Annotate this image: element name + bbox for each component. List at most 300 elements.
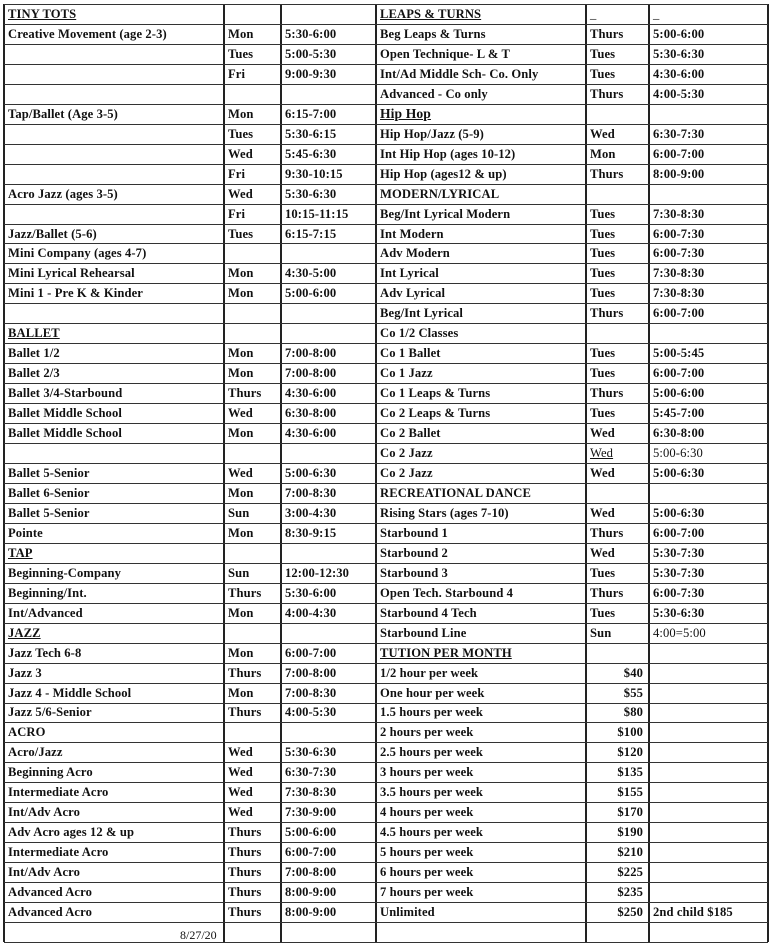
left-day-cell: Thurs: [228, 845, 262, 859]
left-class-cell: ACRO: [8, 725, 46, 739]
right-day-cell: $80: [623, 705, 643, 719]
row-line: [376, 64, 768, 65]
left-day-cell: Wed: [228, 765, 253, 779]
left-class-cell: Mini Company (ages 4-7): [8, 246, 147, 260]
left-day-cell: Mon: [228, 426, 254, 440]
right-class-cell: MODERN/LYRICAL: [380, 187, 500, 201]
right-time-cell: 6:30-8:00: [653, 426, 705, 440]
left-class-cell: Beginning Acro: [8, 765, 93, 779]
row-line: [376, 263, 768, 264]
left-day-cell: Mon: [228, 686, 254, 700]
right-time-cell: 5:00-6:30: [653, 466, 705, 480]
left-class-cell: Ballet 2/3: [8, 366, 60, 380]
row-line: [376, 942, 768, 943]
right-class-cell: Co 1 Leaps & Turns: [380, 386, 491, 400]
left-time-cell: 5:30-6:15: [285, 127, 337, 141]
row-line: [4, 44, 376, 45]
left-time-cell: 4:00-4:30: [285, 606, 337, 620]
right-class-cell: Adv Lyrical: [380, 286, 446, 300]
left-class-cell: Int/Advanced: [8, 606, 83, 620]
left-class-cell: Acro/Jazz: [8, 745, 63, 759]
row-line: [4, 762, 376, 763]
row-line: [376, 483, 768, 484]
row-line: [4, 363, 376, 364]
row-line: [376, 144, 768, 145]
row-line: [376, 563, 768, 564]
row-line: [376, 283, 768, 284]
row-line: [4, 403, 376, 404]
right-time-cell: 5:00-6:00: [653, 27, 705, 41]
left-day-cell: Thurs: [228, 586, 262, 600]
right-class-cell: Starbound 1: [380, 526, 448, 540]
row-line: [376, 703, 768, 704]
row-line: [4, 124, 376, 125]
right-day-cell: $190: [617, 825, 643, 839]
left-class-cell: Intermediate Acro: [8, 845, 109, 859]
right-day-cell: $210: [617, 845, 643, 859]
left-class-cell: Jazz 4 - Middle School: [8, 686, 132, 700]
left-day-cell: Mon: [228, 286, 254, 300]
row-line: [4, 822, 376, 823]
right-class-cell: Beg Leaps & Turns: [380, 27, 486, 41]
left-time-cell: 7:00-8:30: [285, 486, 337, 500]
row-line: [376, 204, 768, 205]
row-line: [376, 243, 768, 244]
row-line: [4, 623, 376, 624]
row-line: [4, 643, 376, 644]
row-line: [4, 104, 376, 105]
right-class-cell: Int Modern: [380, 227, 444, 241]
right-class-cell: Co 1/2 Classes: [380, 326, 459, 340]
row-line: [376, 164, 768, 165]
row-line: [376, 224, 768, 225]
row-line: [4, 443, 376, 444]
left-class-cell: Jazz 3: [8, 666, 42, 680]
right-class-cell: Hip Hop/Jazz (5-9): [380, 127, 484, 141]
left-class-cell: Advanced Acro: [8, 905, 92, 919]
section-header: JAZZ: [8, 626, 41, 640]
left-time-cell: 7:00-8:00: [285, 366, 337, 380]
left-day-cell: Mon: [228, 366, 254, 380]
row-line: [376, 503, 768, 504]
right-class-cell: 3 hours per week: [380, 765, 474, 779]
right-time-cell: 6:00-7:00: [653, 366, 705, 380]
left-day-cell: Tues: [228, 47, 254, 61]
right-time-cell: 4:30-6:00: [653, 67, 705, 81]
right-class-cell: Advanced - Co only: [380, 87, 488, 101]
left-class-cell: Ballet 5-Senior: [8, 506, 90, 520]
right-class-cell: Int Lyrical: [380, 266, 439, 280]
right-day-cell: Thurs: [590, 306, 624, 320]
row-line: [4, 243, 376, 244]
left-time-cell: 7:30-8:30: [285, 785, 337, 799]
left-class-cell: Mini 1 - Pre K & Kinder: [8, 286, 143, 300]
right-day-cell: Tues: [590, 246, 616, 260]
right-day-cell: $40: [623, 666, 643, 680]
left-time-cell: 5:30-6:00: [285, 586, 337, 600]
row-line: [4, 862, 376, 863]
row-line: [376, 104, 768, 105]
row-line: [376, 842, 768, 843]
left-class-cell: Int/Adv Acro: [8, 805, 80, 819]
left-day-cell: Wed: [228, 785, 253, 799]
right-time-cell: 7:30-8:30: [653, 207, 705, 221]
left-class-cell: Adv Acro ages 12 & up: [8, 825, 135, 839]
section-header: TAP: [8, 546, 33, 560]
schedule-sheet: [4, 4, 768, 942]
row-line: [376, 443, 768, 444]
section-header: TINY TOTS: [8, 7, 77, 21]
row-line: [4, 782, 376, 783]
row-line: [4, 683, 376, 684]
row-line: [376, 922, 768, 923]
left-time-cell: 6:00-7:00: [285, 646, 337, 660]
left-day-cell: Wed: [228, 406, 253, 420]
row-line: [4, 922, 376, 923]
left-time-cell: 6:30-8:00: [285, 406, 337, 420]
left-class-cell: Ballet 3/4-Starbound: [8, 386, 123, 400]
left-class-cell: Advanced Acro: [8, 885, 92, 899]
row-line: [376, 403, 768, 404]
right-time-cell: 7:30-8:30: [653, 266, 705, 280]
right-class-cell: Beg/Int Lyrical Modern: [380, 207, 511, 221]
row-line: [4, 164, 376, 165]
right-day-cell: Tues: [590, 207, 616, 221]
row-line: [4, 184, 376, 185]
right-day-cell: Tues: [590, 47, 616, 61]
left-class-cell: Tap/Ballet (Age 3-5): [8, 107, 118, 121]
right-day-cell: Tues: [590, 606, 616, 620]
left-class-cell: Beginning/Int.: [8, 586, 87, 600]
row-line: [4, 263, 376, 264]
section-header: TUTION PER MONTH: [380, 646, 512, 660]
right-class-cell: 7 hours per week: [380, 885, 474, 899]
row-line: [376, 603, 768, 604]
left-day-cell: Mon: [228, 346, 254, 360]
left-time-cell: 7:30-9:00: [285, 805, 337, 819]
row-line: [4, 224, 376, 225]
left-day-cell: Wed: [228, 466, 253, 480]
right-class-cell: 1.5 hours per week: [380, 705, 484, 719]
row-line: [4, 144, 376, 145]
left-day-cell: Mon: [228, 526, 254, 540]
right-day-cell: Wed: [590, 506, 615, 520]
row-line: [376, 323, 768, 324]
left-class-cell: Pointe: [8, 526, 43, 540]
row-line: [376, 663, 768, 664]
right-day-cell: Thurs: [590, 386, 624, 400]
row-line: [376, 882, 768, 883]
left-day-cell: Mon: [228, 486, 254, 500]
right-class-cell: 2 hours per week: [380, 725, 474, 739]
left-class-cell: Jazz/Ballet (5-6): [8, 227, 97, 241]
left-time-cell: 7:00-8:30: [285, 686, 337, 700]
right-class-cell: Co 2 Leaps & Turns: [380, 406, 491, 420]
right-day-cell: $120: [617, 745, 643, 759]
right-time-cell: 5:30-6:30: [653, 606, 705, 620]
left-time-cell: 10:15-11:15: [285, 207, 349, 221]
row-line: [4, 483, 376, 484]
right-day-cell: Thurs: [590, 27, 624, 41]
right-time-cell: 6:30-7:30: [653, 127, 705, 141]
right-day-cell: Mon: [590, 147, 616, 161]
right-time-cell: 2nd child $185: [653, 905, 733, 919]
right-day-cell: Wed: [590, 446, 614, 460]
left-time-cell: 5:00-6:30: [285, 466, 337, 480]
right-class-cell: 2.5 hours per week: [380, 745, 484, 759]
right-class-cell: One hour per week: [380, 686, 485, 700]
right-day-cell: Wed: [590, 426, 615, 440]
row-line: [4, 543, 376, 544]
row-line: [376, 643, 768, 644]
left-day-cell: Tues: [228, 127, 254, 141]
right-class-cell: Rising Stars (ages 7-10): [380, 506, 509, 520]
right-day-cell: Thurs: [590, 526, 624, 540]
left-day-cell: Wed: [228, 745, 253, 759]
row-line: [376, 862, 768, 863]
right-class-cell: Starbound Line: [380, 626, 467, 640]
right-day-cell: Tues: [590, 266, 616, 280]
right-day-cell: $135: [617, 765, 643, 779]
left-day-cell: Wed: [228, 147, 253, 161]
left-day-cell: Sun: [228, 566, 250, 580]
row-line: [376, 762, 768, 763]
right-day-cell: _: [590, 7, 597, 21]
right-time-cell: 5:30-6:30: [653, 47, 705, 61]
right-class-cell: Open Tech. Starbound 4: [380, 586, 514, 600]
row-line: [4, 663, 376, 664]
row-line: [376, 383, 768, 384]
left-day-cell: Mon: [228, 646, 254, 660]
left-day-cell: Sun: [228, 506, 250, 520]
right-class-cell: Starbound 2: [380, 546, 448, 560]
row-line: [4, 463, 376, 464]
right-class-cell: Co 2 Jazz: [380, 446, 433, 460]
right-time-cell: 7:30-8:30: [653, 286, 705, 300]
row-line: [4, 503, 376, 504]
right-day-cell: Tues: [590, 366, 616, 380]
right-class-cell: Co 2 Ballet: [380, 426, 441, 440]
right-time-cell: 5:30-7:30: [653, 546, 705, 560]
left-class-cell: Creative Movement (age 2-3): [8, 27, 167, 41]
row-line: [4, 722, 376, 723]
left-class-cell: Mini Lyrical Rehearsal: [8, 266, 135, 280]
row-line: [376, 583, 768, 584]
row-line: [4, 204, 376, 205]
row-line: [4, 603, 376, 604]
right-time-cell: 5:00-6:30: [653, 446, 703, 460]
right-class-cell: Co 1 Ballet: [380, 346, 441, 360]
left-class-cell: Intermediate Acro: [8, 785, 109, 799]
left-time-cell: 4:30-6:00: [285, 386, 337, 400]
row-line: [376, 124, 768, 125]
right-class-cell: Open Technique- L & T: [380, 47, 510, 61]
right-day-cell: Sun: [590, 626, 612, 640]
right-class-cell: 4.5 hours per week: [380, 825, 484, 839]
row-line: [4, 563, 376, 564]
right-class-cell: Unlimited: [380, 905, 435, 919]
left-day-cell: Fri: [228, 207, 246, 221]
left-time-cell: 12:00-12:30: [285, 566, 350, 580]
row-line: [4, 64, 376, 65]
right-day-cell: $55: [623, 686, 643, 700]
row-line: [4, 283, 376, 284]
right-class-cell: 5 hours per week: [380, 845, 474, 859]
right-day-cell: Wed: [590, 127, 615, 141]
date-stamp: 8/27/20: [180, 928, 217, 942]
row-line: [376, 24, 768, 25]
right-class-cell: 6 hours per week: [380, 865, 474, 879]
row-line: [4, 842, 376, 843]
left-class-cell: Jazz Tech 6-8: [8, 646, 82, 660]
row-line: [376, 363, 768, 364]
row-line: [376, 343, 768, 344]
row-line: [376, 184, 768, 185]
left-day-cell: Mon: [228, 27, 254, 41]
left-day-cell: Fri: [228, 67, 246, 81]
section-header: BALLET: [8, 326, 60, 340]
row-line: [376, 683, 768, 684]
right-day-cell: Tues: [590, 227, 616, 241]
left-class-cell: Ballet 6-Senior: [8, 486, 90, 500]
left-time-cell: 4:30-5:00: [285, 266, 337, 280]
right-class-cell: Starbound 4 Tech: [380, 606, 477, 620]
left-time-cell: 7:00-8:00: [285, 666, 337, 680]
right-day-cell: Tues: [590, 67, 616, 81]
right-time-cell: 5:45-7:00: [653, 406, 705, 420]
row-line: [376, 423, 768, 424]
left-class-cell: Int/Adv Acro: [8, 865, 80, 879]
row-line: [4, 423, 376, 424]
right-day-cell: Tues: [590, 566, 616, 580]
row-line: [4, 703, 376, 704]
right-time-cell: _: [653, 7, 660, 21]
row-line: [376, 802, 768, 803]
right-day-cell: $235: [617, 885, 643, 899]
left-time-cell: 4:00-5:30: [285, 705, 337, 719]
right-class-cell: Co 1 Jazz: [380, 366, 433, 380]
row-line: [4, 303, 376, 304]
left-class-cell: Ballet 5-Senior: [8, 466, 90, 480]
row-line: [4, 902, 376, 903]
row-line: [376, 463, 768, 464]
right-class-cell: 4 hours per week: [380, 805, 474, 819]
left-time-cell: 5:00-6:00: [285, 825, 337, 839]
left-day-cell: Wed: [228, 805, 253, 819]
row-line: [4, 802, 376, 803]
right-day-cell: Wed: [590, 466, 615, 480]
right-class-cell: 3.5 hours per week: [380, 785, 484, 799]
row-line: [4, 84, 376, 85]
right-class-cell: Adv Modern: [380, 246, 450, 260]
row-line: [376, 902, 768, 903]
right-time-cell: 5:00-6:30: [653, 506, 705, 520]
row-line: [4, 523, 376, 524]
right-time-cell: 4:00-5:30: [653, 87, 705, 101]
left-day-cell: Mon: [228, 266, 254, 280]
left-day-cell: Thurs: [228, 386, 262, 400]
row-line: [376, 822, 768, 823]
right-day-cell: Thurs: [590, 167, 624, 181]
row-line: [376, 543, 768, 544]
left-day-cell: Mon: [228, 107, 254, 121]
left-class-cell: Ballet Middle School: [8, 406, 122, 420]
right-day-cell: $250: [617, 905, 643, 919]
left-day-cell: Fri: [228, 167, 246, 181]
left-time-cell: 6:15-7:00: [285, 107, 337, 121]
row-line: [376, 303, 768, 304]
right-day-cell: $225: [617, 865, 643, 879]
row-line: [376, 4, 768, 5]
left-time-cell: 6:30-7:30: [285, 765, 337, 779]
right-time-cell: 6:00-7:00: [653, 147, 705, 161]
row-line: [4, 343, 376, 344]
right-day-cell: Tues: [590, 286, 616, 300]
right-day-cell: Wed: [590, 546, 615, 560]
left-class-cell: Ballet Middle School: [8, 426, 122, 440]
row-line: [4, 742, 376, 743]
right-day-cell: $155: [617, 785, 643, 799]
right-day-cell: $100: [617, 725, 643, 739]
left-time-cell: 9:30-10:15: [285, 167, 343, 181]
left-time-cell: 8:30-9:15: [285, 526, 337, 540]
right-time-cell: 6:00-7:00: [653, 306, 705, 320]
row-line: [4, 383, 376, 384]
row-line: [376, 742, 768, 743]
left-time-cell: 5:45-6:30: [285, 147, 337, 161]
left-class-cell: Jazz 5/6-Senior: [8, 705, 92, 719]
right-time-cell: 8:00-9:00: [653, 167, 705, 181]
left-time-cell: 6:00-7:00: [285, 845, 337, 859]
left-day-cell: Thurs: [228, 865, 262, 879]
left-day-cell: Wed: [228, 187, 253, 201]
row-line: [4, 24, 376, 25]
left-day-cell: Thurs: [228, 666, 262, 680]
right-class-cell: Int/Ad Middle Sch- Co. Only: [380, 67, 539, 81]
left-time-cell: 9:00-9:30: [285, 67, 337, 81]
right-time-cell: 5:30-7:30: [653, 566, 705, 580]
left-time-cell: 7:00-8:00: [285, 865, 337, 879]
row-line: [376, 84, 768, 85]
right-time-cell: 5:00-6:00: [653, 386, 705, 400]
right-day-cell: $170: [617, 805, 643, 819]
row-line: [4, 4, 376, 5]
section-header: Hip Hop: [380, 106, 431, 121]
left-time-cell: 6:15-7:15: [285, 227, 337, 241]
left-time-cell: 5:30-6:00: [285, 27, 337, 41]
row-line: [376, 623, 768, 624]
row-line: [4, 882, 376, 883]
right-class-cell: 1/2 hour per week: [380, 666, 479, 680]
row-line: [376, 782, 768, 783]
right-day-cell: Tues: [590, 406, 616, 420]
left-class-cell: Ballet 1/2: [8, 346, 60, 360]
right-day-cell: Thurs: [590, 87, 624, 101]
left-day-cell: Mon: [228, 606, 254, 620]
left-day-cell: Thurs: [228, 905, 262, 919]
right-class-cell: Int Hip Hop (ages 10-12): [380, 147, 516, 161]
row-line: [376, 44, 768, 45]
left-time-cell: 5:00-5:30: [285, 47, 337, 61]
right-class-cell: Hip Hop (ages12 & up): [380, 167, 507, 181]
row-line: [4, 323, 376, 324]
left-day-cell: Thurs: [228, 885, 262, 899]
row-line: [376, 722, 768, 723]
right-time-cell: 6:00-7:30: [653, 586, 705, 600]
section-header: LEAPS & TURNS: [380, 7, 482, 21]
left-time-cell: 4:30-6:00: [285, 426, 337, 440]
row-line: [4, 583, 376, 584]
